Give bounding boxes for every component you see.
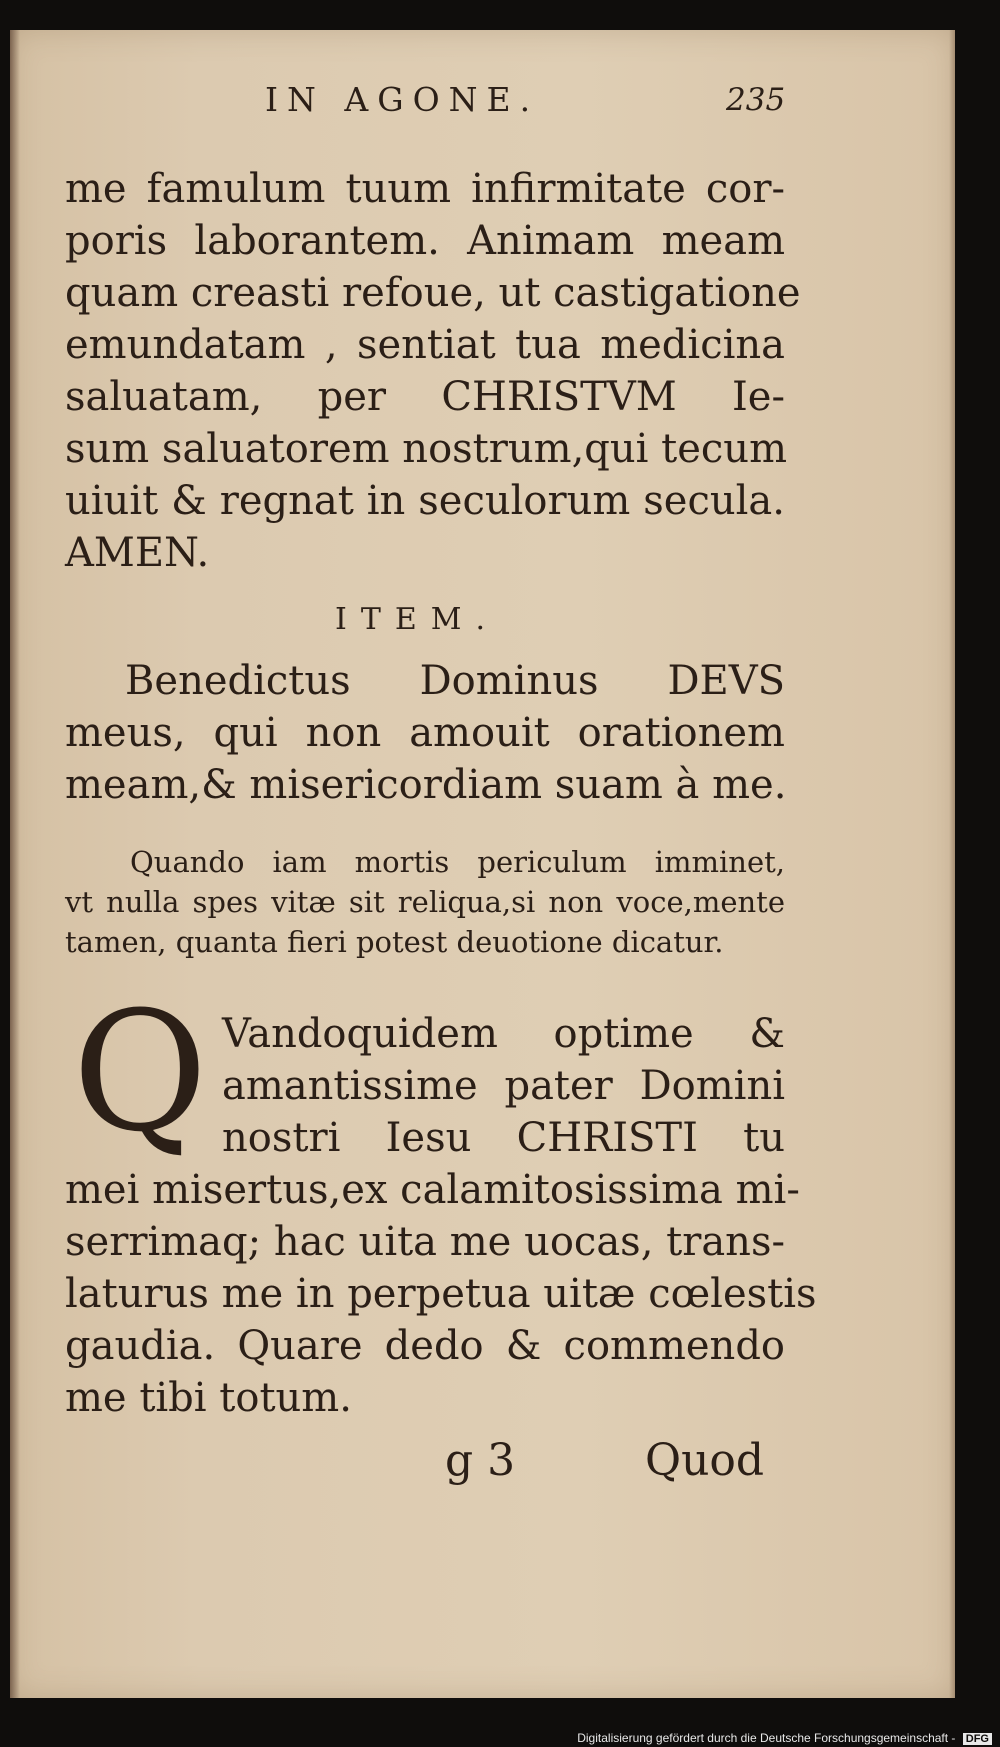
text-line: Benedictus Dominus DEVS xyxy=(125,658,785,704)
rubric-line: Quando iam mortis periculum imminet, xyxy=(130,845,785,879)
section-heading: ITEM. xyxy=(335,602,500,637)
rubric-line: vt nulla spes vitæ sit reliqua,si non voce,mente xyxy=(65,885,785,919)
running-title: IN AGONE. xyxy=(265,80,540,119)
text-line: me famulum tuum infirmitate cor- xyxy=(65,166,785,212)
catchword: Quod xyxy=(645,1435,765,1486)
signature-mark: g 3 xyxy=(445,1435,516,1486)
text-line: meus, qui non amouit orationem xyxy=(65,710,785,756)
digitization-credit-text: Digitalisierung gefördert durch die Deutsche Forschungsgemeinschaft - xyxy=(577,1731,956,1745)
text-line: laturus me in perpetua uitæ cœlestis xyxy=(65,1271,817,1317)
text-line: me tibi totum. xyxy=(65,1375,352,1421)
text-line: quam creasti refoue, ut castigatione xyxy=(65,270,801,316)
text-line: saluatam, per CHRISTVM Ie- xyxy=(65,374,785,420)
text-line: serrimaq; hac uita me uocas, trans- xyxy=(65,1219,785,1265)
page-number: 235 xyxy=(726,82,786,118)
book-page xyxy=(10,30,955,1698)
text-line-amen: AMEN. xyxy=(65,530,210,576)
text-line: uiuit & regnat in seculorum secula. xyxy=(65,478,785,524)
text-line: nostri Iesu CHRISTI tu xyxy=(222,1115,785,1161)
text-line: poris laborantem. Animam meam xyxy=(65,218,785,264)
text-line: meam,& misericordiam suam à me. xyxy=(65,762,787,808)
text-line: Vandoquidem optime & xyxy=(222,1011,785,1057)
dfg-logo: DFG xyxy=(963,1733,992,1745)
text-line: gaudia. Quare dedo & commendo xyxy=(65,1323,785,1369)
digitization-credit xyxy=(577,1731,992,1745)
rubric-line: tamen, quanta fieri potest deuotione dicatur. xyxy=(65,925,724,959)
drop-cap-initial: Q xyxy=(72,976,208,1168)
text-line: mei misertus,ex calamitosissima mi- xyxy=(65,1167,800,1213)
text-line: amantissime pater Domini xyxy=(222,1063,785,1109)
text-line: emundatam , sentiat tua medicina xyxy=(65,322,785,368)
text-line: sum saluatorem nostrum,qui tecum xyxy=(65,426,787,472)
